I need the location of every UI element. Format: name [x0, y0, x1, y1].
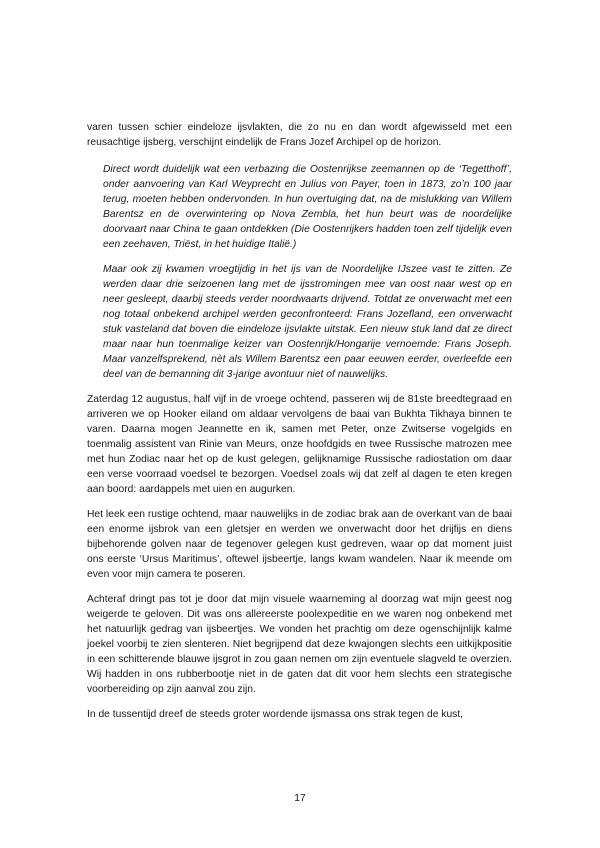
page-body [87, 120, 512, 732]
paragraph-tussentijd: In de tussentijd dreef de steeds groter wordende ijsmassa ons strak tegen de kust, [87, 709, 464, 720]
paragraph-achteraf: Achteraf dringt pas tot je door dat mijn visuele waarneming al doorzag wat mijn geest nog weigerde te geloven. Dit was ons allereerste poolexpeditie en we waren nog onbekend met het natuurlijk gedrag van ijsbeertjes. We vonden het prachtig om deze ogenschijnlijk kalme joekel voorbij te zien slenteren. Niet begrijpend dat deze kwajongen slechts een uitkijkpositie in een schitterende blauwe ijsgrot in zou gaan nemen om zijn eventuele slagveld te overzien. Wij hadden in ons rubberbootje niet in de gaten dat dit voor hem slechts een strategische voorbereiding op zijn aanval zou zijn. [87, 594, 512, 695]
paragraph-rustige-ochtend: Het leek een rustige ochtend, maar nauwelijks in de zodiac brak aan de overkant van de baai een enorme ijsbrok van een gletsjer en werden we onverwacht door het drijfijs en diens bijbehorende golven naar de tegenover gelegen kust gedreven, waar op dat moment juist ons eerste ‘Ursus Maritimus’, oftewel ijsbeertje, langs kwam wandelen. Naar ik meende om even voor mijn camera te poseren. [87, 509, 512, 580]
quote-paragraph-tegetthoff: Direct wordt duidelijk wat een verbazing die Oostenrijkse zeemannen op de ‘Tegetthoff’, onder aanvoering van Karl Weyprecht en Julius von Payer, toen in 1873, zo’n 100 jaar terug, moeten hebben ondervonden. In hun overtuiging dat, na de mislukking van Willem Barentsz en de overwintering op Nova Zembla, het hun beurt was de noordelijke doorvaart naar China te gaan ontdekken (Die Oostenrijkers hadden toen zelf tijdelijk even een zeehaven, Triëst, in het huidige Italië.) [103, 164, 512, 250]
quote-paragraph-frans-jozefland: Maar ook zij kwamen vroegtijdig in het ijs van de Noordelijke IJszee vast te zitten. Ze werden daar drie seizoenen lang met de ijsstromingen mee van oost naar west op en neer gesleept, daarbij steeds verder noordwaarts drijvend. Totdat ze onverwacht met een nog totaal onbekend archipel werden geconfronteerd: Frans Jozefland, een onverwacht stuk vasteland dat boven die eindeloze ijsvlakte uitstak. Een nieuw stuk land dat ze direct maar naar hun toenmalige keizer van Oostenrijk/Hongarije vernoemde: Frans Joseph. Maar vanzelfsprekend, nèt als Willem Barentsz een paar eeuwen eerder, overleefde een deel van de bemanning dit 3-jarige avontuur niet of nauwelijks. [103, 264, 512, 380]
page-number: 17 [294, 793, 306, 804]
paragraph-intro: varen tussen schier eindeloze ijsvlakten, die zo nu en dan wordt afgewisseld met een reusachtige ijsberg, verschijnt eindelijk de Frans Jozef Archipel op de horizon. [87, 122, 512, 148]
paragraph-zaterdag: Zaterdag 12 augustus, half vijf in de vroege ochtend, passeren wij de 81ste breedtegraad en arriveren we op Hooker eiland om aldaar vervolgens de baai van Bukhta Tikhaya binnen te varen. Daarna mogen Jeannette en ik, samen met Peter, onze Zwitserse vogelgids en toenmalig assistent van Rinie van Meurs, onze hoofdgids en twee Russische matrozen mee met hun Zodiac naar het op de kust gelegen, gelijknamige Russische radiostation om daar een verse voorraad voedsel te bezorgen. Voedsel zoals wij dat zelf al dagen te eten kregen aan boord: aardappels met uien en augurken. [87, 394, 512, 495]
